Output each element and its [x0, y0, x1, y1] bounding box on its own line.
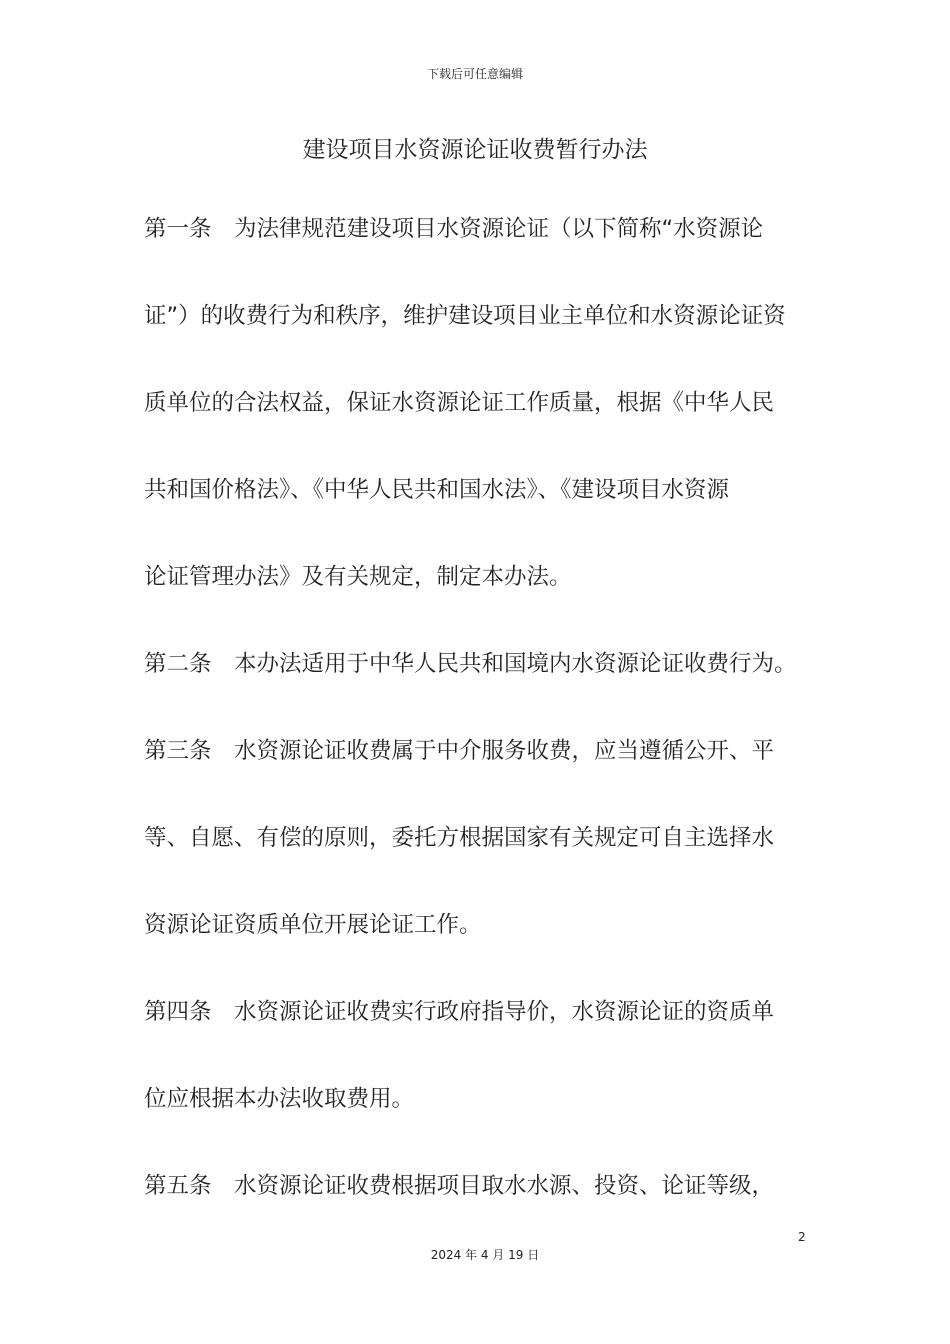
body-line-5: 论证管理办法》及有关规定，制定本办法。 — [144, 564, 572, 590]
page-header: 下载后可任意编辑 — [426, 67, 523, 81]
body-line-3: 质单位的合法权益，保证水资源论证工作质量，根据《中华人民 — [144, 390, 775, 416]
body-line-10: 第四条 水资源论证收费实行政府指导价，水资源论证的资质单 — [144, 999, 775, 1025]
page-number: 2 — [798, 1230, 806, 1244]
body-line-11: 位应根据本办法收取费用。 — [144, 1086, 415, 1112]
body-line-4: 共和国价格法》、《中华人民共和国水法》、《建设项目水资源 — [144, 477, 730, 503]
body-line-7: 第三条 水资源论证收费属于中介服务收费，应当遵循公开、平 — [144, 738, 775, 764]
page-footer-date: 2024 年 4 月 19 日 — [430, 1248, 540, 1262]
body-line-8: 等、自愿、有偿的原则，委托方根据国家有关规定可自主选择水 — [144, 825, 775, 851]
body-line-1: 第一条 为法律规范建设项目水资源论证（以下简称“水资源论 — [144, 216, 764, 242]
body-line-6: 第二条 本办法适用于中华人民共和国境内水资源论证收费行为。 — [144, 651, 797, 677]
body-line-2: 证”）的收费行为和秩序，维护建设项目业主单位和水资源论证资 — [144, 303, 786, 329]
body-line-9: 资源论证资质单位开展论证工作。 — [144, 912, 482, 938]
document-title: 建设项目水资源论证收费暂行办法 — [302, 137, 648, 163]
body-line-12: 第五条 水资源论证收费根据项目取水水源、投资、论证等级， — [144, 1173, 775, 1199]
